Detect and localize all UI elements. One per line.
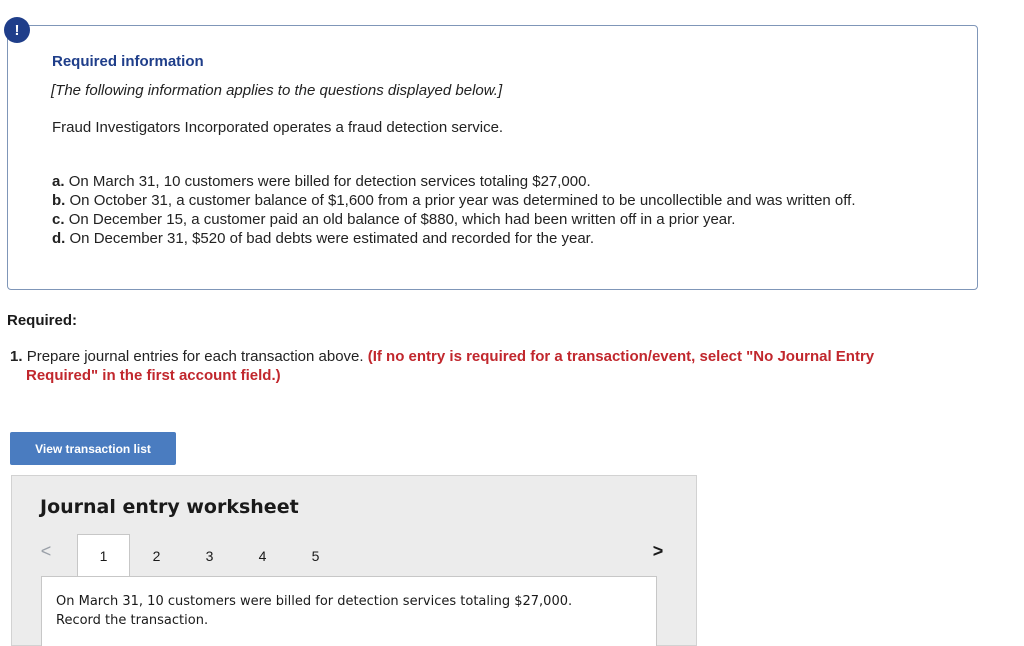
required-information-box [7, 25, 978, 290]
list-item [52, 191, 856, 210]
item-text: On December 15, a customer paid an old balance of $880, which had been written off in a prior year. [68, 211, 736, 228]
item-label: c. [52, 211, 65, 228]
list-item [52, 229, 856, 248]
worksheet-tabs [77, 534, 342, 577]
description-line-2: Record the transaction. [56, 613, 209, 628]
question-number: 1. [10, 348, 23, 365]
item-label: b. [52, 192, 66, 209]
list-item [52, 172, 856, 191]
tab-4[interactable]: 4 [258, 547, 267, 564]
question-note-line2: Required" in the first account field.) [26, 367, 281, 384]
item-label: a. [52, 173, 65, 190]
item-text: On October 31, a customer balance of $1,600 from a prior year was determined to be uncollectible and was written off. [69, 192, 856, 209]
tab-1[interactable]: 1 [77, 534, 130, 577]
description-line-1: On March 31, 10 customers were billed for detection services totaling $27,000. [56, 594, 573, 609]
transaction-list [52, 172, 856, 248]
prev-arrow-icon[interactable]: < [40, 540, 52, 561]
question-text: Prepare journal entries for each transaction above. [26, 348, 364, 365]
info-title: Required information [52, 53, 204, 70]
alert-icon: ! [4, 17, 30, 43]
tab-2[interactable]: 2 [152, 547, 161, 564]
journal-entry-worksheet [11, 475, 697, 646]
tab-5[interactable]: 5 [311, 547, 320, 564]
question-1 [10, 347, 940, 385]
list-item [52, 210, 856, 229]
item-label: d. [52, 230, 66, 247]
question-note-line1: (If no entry is required for a transaction/event, select "No Journal Entry [367, 348, 875, 365]
worksheet-title: Journal entry worksheet [40, 496, 299, 518]
tab-3[interactable]: 3 [205, 547, 214, 564]
item-text: On December 31, $520 of bad debts were estimated and recorded for the year. [69, 230, 594, 247]
info-subtitle: [The following information applies to the questions displayed below.] [51, 82, 503, 99]
next-arrow-icon[interactable]: > [652, 540, 664, 561]
item-text: On March 31, 10 customers were billed for detection services totaling $27,000. [68, 173, 591, 190]
worksheet-panel [41, 576, 657, 646]
required-heading: Required: [7, 312, 78, 329]
worksheet-description [56, 592, 572, 630]
info-intro: Fraud Investigators Incorporated operates a fraud detection service. [52, 119, 504, 136]
view-transaction-list-button[interactable]: View transaction list [10, 432, 176, 465]
